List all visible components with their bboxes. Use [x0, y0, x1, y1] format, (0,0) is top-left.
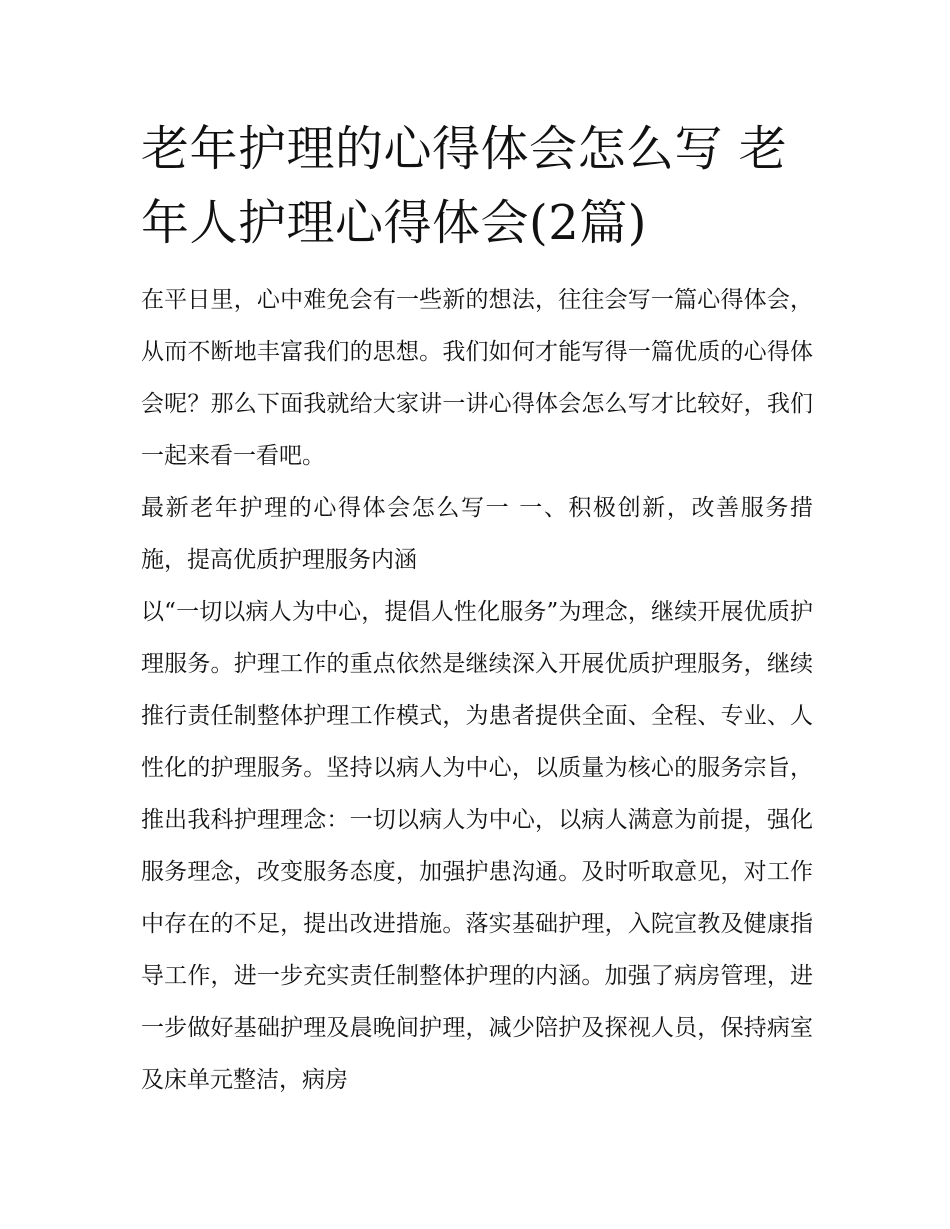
paragraph-body: 以“一切以病人为中心，提倡人性化服务”为理念，继续开展优质护理服务。护理工作的重点依然是继续深入开展优质护理服务，继续推行责任制整体护理工作模式，为患者提供全面、全程、专业、人性化的护理服务。坚持以病人为中心，以质量为核心的服务宗旨，推出我科护理理念：一切以病人为中心，以病人满意为前提，强化服务理念，改变服务态度，加强护患沟通。及时听取意见，对工作中存在的不足，提出改进措施。落实基础护理，入院宣教及健康指导工作，进一步充实责任制整体护理的内涵。加强了病房管理，进一步做好基础护理及晨晚间护理，减少陪护及探视人员，保持病室及床单元整洁，病房: [141, 599, 813, 1093]
document-title: 老年护理的心得体会怎么写 老年人护理心得体会(2篇): [141, 121, 788, 251]
paragraph-intro: 在平日里，心中难免会有一些新的想法，往往会写一篇心得体会，从而不断地丰富我们的思想。我们如何才能写得一篇优质的心得体会呢？那么下面我就给大家讲一讲心得体会怎么写才比较好，我们一起来看一看吧。: [141, 287, 813, 469]
paragraph-section-heading: 最新老年护理的心得体会怎么写一 一、积极创新，改善服务措施，提高优质护理服务内涵: [141, 495, 813, 573]
document-page: [141, 112, 813, 1106]
